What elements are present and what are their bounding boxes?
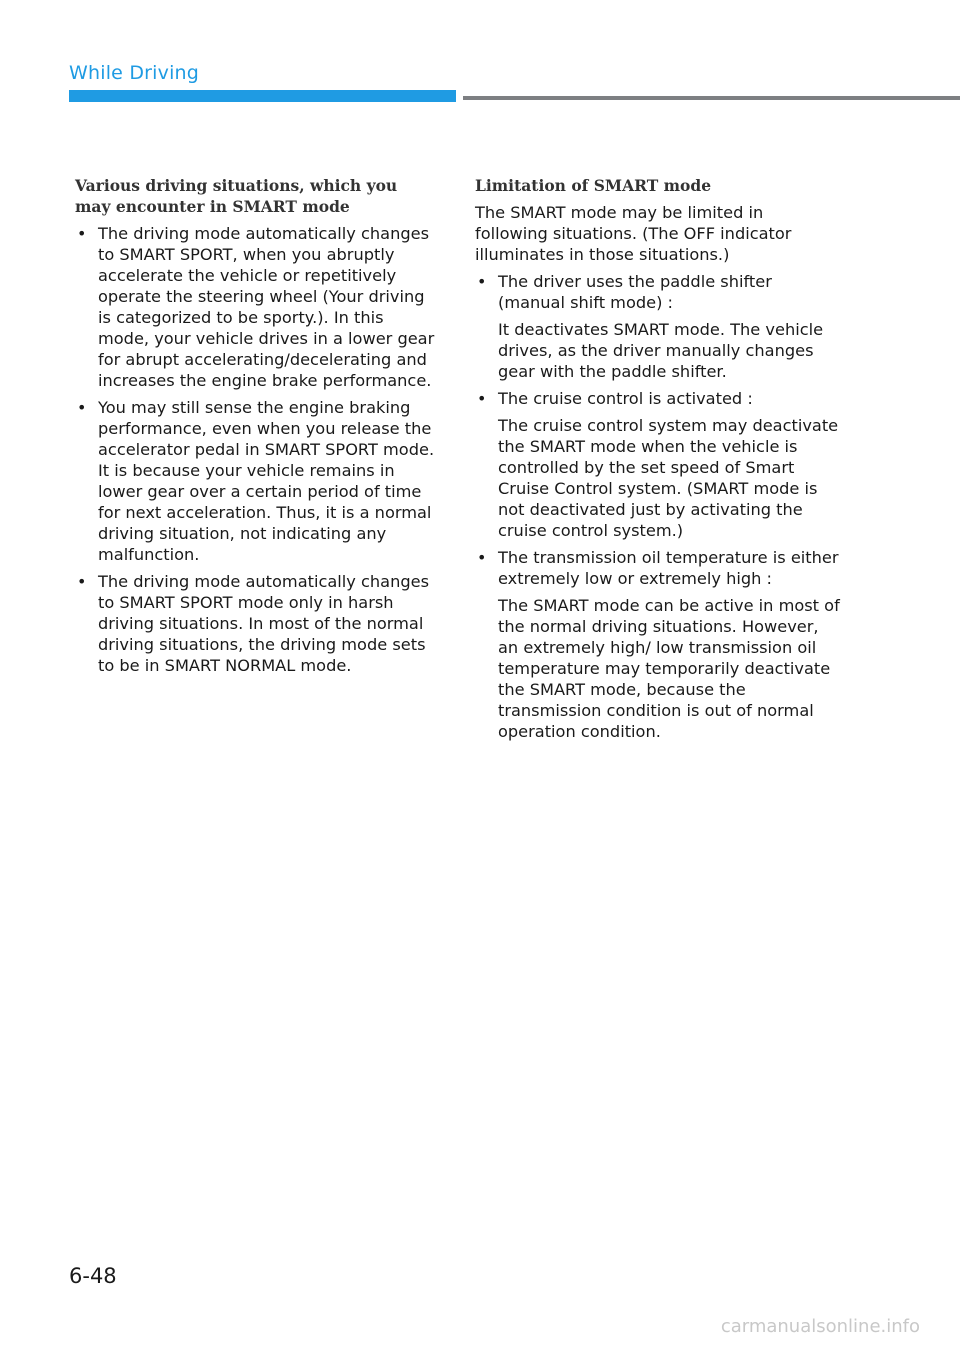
list-item <box>475 271 840 382</box>
left-bullet-list <box>75 223 437 676</box>
bullet-text: You may still sense the engine braking performance, even when you release the accelerator pedal in SMART SPORT mode. It is because your vehicle remains in lower gear over a certain period of time for next acceleration. Thus, it is a normal driving situation, not indicating any malfunction. <box>98 398 435 564</box>
right-intro: The SMART mode may be limited in following situations. (The OFF indicator illuminates in those situations.) <box>475 203 792 264</box>
bullet-icon: • <box>77 398 87 417</box>
right-heading: Limitation of SMART mode <box>475 176 712 195</box>
list-item <box>75 223 437 391</box>
list-item <box>475 547 840 742</box>
bullet-detail: The SMART mode can be active in most of the normal driving situations. However, an extremely high/ low transmission oil temperature may temporarily deactivate the SMART mode, because the transmission condition is out of normal operation condition. <box>498 596 840 741</box>
bullet-title: The driver uses the paddle shifter (manual shift mode) : <box>498 272 772 312</box>
bullet-icon: • <box>477 389 487 408</box>
bullet-text: The driving mode automatically changes to SMART SPORT mode only in harsh driving situations. In most of the normal driving situations, the driving mode sets to be in SMART NORMAL mode. <box>98 572 429 675</box>
watermark: carmanualsonline.info <box>720 1316 920 1337</box>
left-heading: Various driving situations, which you may encounter in SMART mode <box>75 176 398 216</box>
right-bullet-list <box>475 271 840 742</box>
bullet-text: The driving mode automatically changes to SMART SPORT, when you abruptly accelerate the vehicle or repetitively operate the steering wheel (Your driving is categorized to be sporty.). In this mode, your vehicle drives in a lower gear for abrupt accelerating/decelerating and increases the engine brake performance. <box>98 224 435 390</box>
list-item <box>75 397 437 565</box>
bullet-icon: • <box>77 224 87 243</box>
bullet-title: The cruise control is activated : <box>498 389 753 408</box>
right-column <box>475 175 840 748</box>
page-number: 6-48 <box>69 1264 117 1288</box>
list-item <box>75 571 437 676</box>
list-item <box>475 388 840 541</box>
section-title: While Driving <box>69 62 200 84</box>
bullet-title: The transmission oil temperature is either extremely low or extremely high : <box>498 548 839 588</box>
bullet-detail: The cruise control system may deactivate the SMART mode when the vehicle is controlled by the set speed of Smart Cruise Control system. (SMART mode is not deactivated just by activating the cruise control system.) <box>498 416 839 540</box>
header-divider-rule <box>463 96 960 100</box>
header-accent-rule <box>69 90 456 102</box>
bullet-icon: • <box>477 548 487 567</box>
bullet-icon: • <box>77 572 87 591</box>
bullet-icon: • <box>477 272 487 291</box>
bullet-detail: It deactivates SMART mode. The vehicle drives, as the driver manually changes gear with the paddle shifter. <box>498 320 824 381</box>
left-column <box>75 175 437 682</box>
